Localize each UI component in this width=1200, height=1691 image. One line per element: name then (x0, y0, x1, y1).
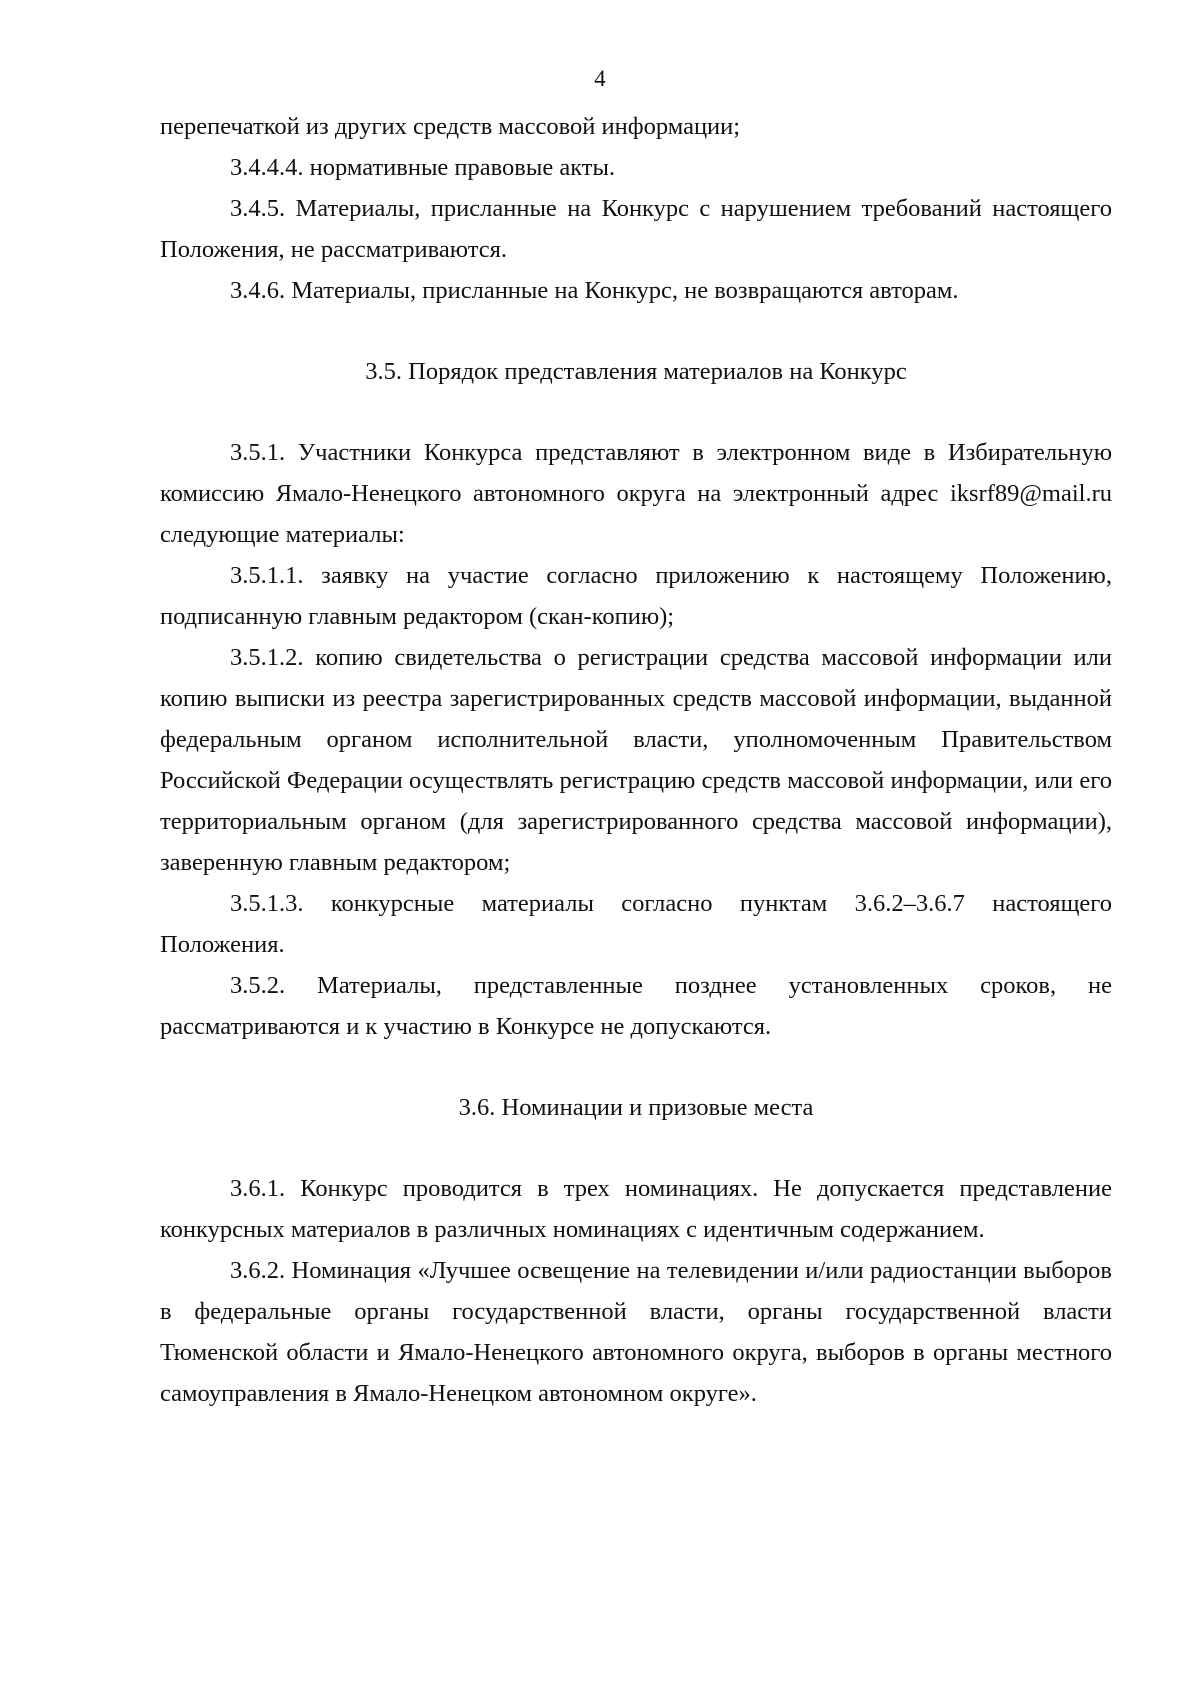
paragraph-3-5-1-1: 3.5.1.1. заявку на участие согласно приложению к настоящему Положению, подписанную главным редактором (скан-копию); (160, 562, 1112, 630)
paragraph-3-4-6: 3.4.6. Материалы, присланные на Конкурс, не возвращаются авторам. (230, 277, 959, 304)
paragraph-3-5-1-3: 3.5.1.3. конкурсные материалы согласно пунктам 3.6.2–3.6.7 настоящего Положения. (160, 890, 1112, 958)
section-heading-3-5: 3.5. Порядок представления материалов на Конкурс (365, 358, 907, 385)
paragraph-3-6-2: 3.6.2. Номинация «Лучшее освещение на телевидении и/или радиостанции выборов в федеральные органы государственной власти, органы государственной власти Тюменской области и Ямало-Ненецкого автономного округа, выборов в органы местного самоуправления в Ямало-Ненецком автономном округе». (160, 1257, 1112, 1407)
paragraph-3-4-5: 3.4.5. Материалы, присланные на Конкурс с нарушением требований настоящего Положения, не рассматриваются. (160, 195, 1112, 263)
paragraph-3-4-4-4: 3.4.4.4. нормативные правовые акты. (230, 154, 616, 181)
paragraph-continuation: перепечаткой из других средств массовой информации; (160, 113, 741, 140)
paragraph-3-5-1: 3.5.1. Участники Конкурса представляют в электронном виде в Избирательную комиссию Ямало-Ненецкого автономного округа на электронный адрес iksrf89@mail.ru следующие материалы: (160, 439, 1112, 548)
section-heading-3-6: 3.6. Номинации и призовые места (458, 1094, 814, 1121)
document-body (160, 106, 1112, 1414)
paragraph-3-5-2: 3.5.2. Материалы, представленные позднее установленных сроков, не рассматриваются и к участию в Конкурсе не допускаются. (160, 972, 1112, 1040)
page-number: 4 (594, 66, 606, 91)
paragraph-3-6-1: 3.6.1. Конкурс проводится в трех номинациях. Не допускается представление конкурсных материалов в различных номинациях с идентичным содержанием. (160, 1175, 1112, 1243)
paragraph-3-5-1-2: 3.5.1.2. копию свидетельства о регистрации средства массовой информации или копию выписки из реестра зарегистрированных средств массовой информации, выданной федеральным органом исполнительной власти, уполномоченным Правительством Российской Федерации осуществлять регистрацию средств массовой информации, или его территориальным органом (для зарегистрированного средства массовой информации), заверенную главным редактором; (160, 644, 1112, 876)
